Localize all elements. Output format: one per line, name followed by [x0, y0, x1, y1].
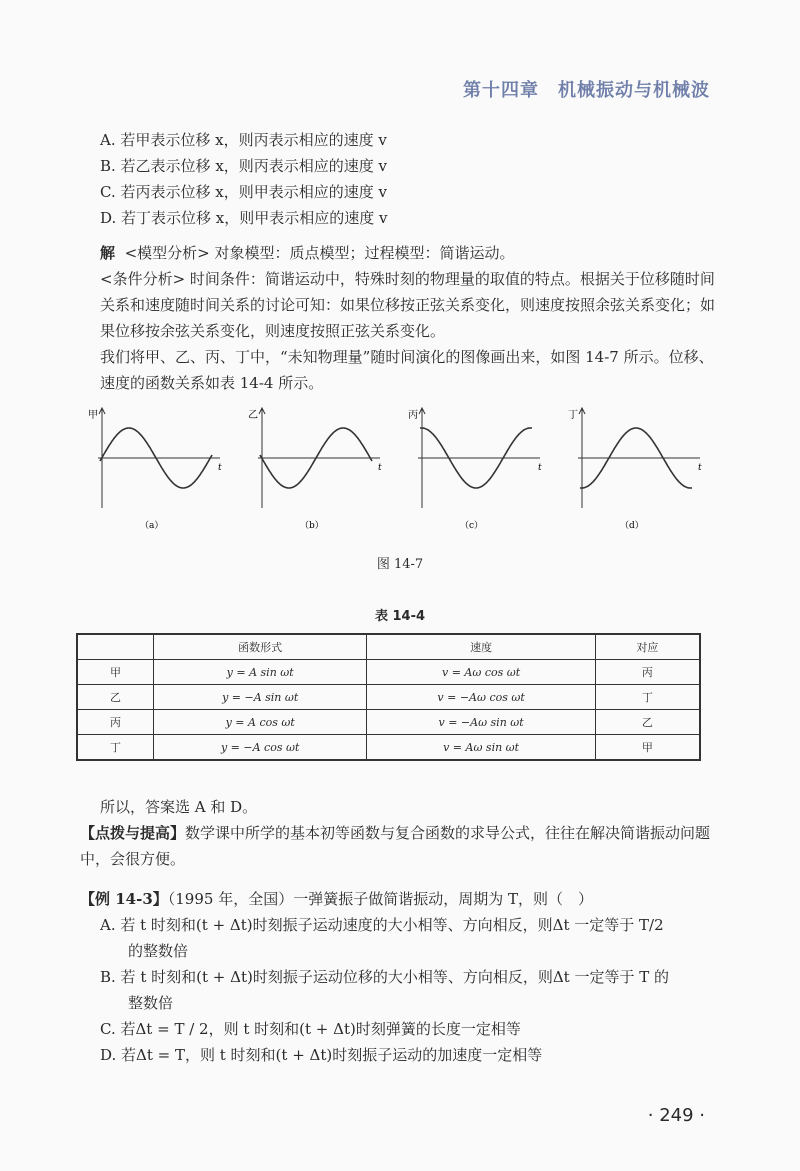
table-header-cell: 对应: [595, 634, 700, 660]
table-cell: 丁: [77, 735, 153, 761]
solution-draw: 我们将甲、乙、丙、丁中，“未知物理量”随时间演化的图像画出来，如图 14-7 所示。位移、速度的函数关系如表 14-4 所示。: [100, 348, 714, 392]
y-label: 丁: [568, 410, 578, 421]
table-header-cell: [77, 634, 153, 660]
y-label: 甲: [88, 410, 98, 421]
table-title: 表 14-4: [374, 609, 426, 624]
table-row: [77, 660, 700, 685]
example-option-a: A. 若 t 时刻和(t + Δt)时刻振子运动速度的大小相等、方向相反，则Δt 一定等于 T/2: [100, 916, 664, 934]
tip-text: 数学课中所学的基本初等函数与复合函数的求导公式，往往在解决简谐振动问题中，会很方便。: [80, 824, 711, 868]
table-row: [77, 685, 700, 710]
panel-sublabel: （c）: [460, 521, 484, 531]
answer-text: 所以，答案选 A 和 D。: [100, 798, 258, 816]
example-option-c: C. 若Δt = T / 2，则 t 时刻和(t + Δt)时刻弹簧的长度一定相等: [100, 1020, 521, 1038]
x-label: t: [378, 463, 382, 473]
table-cell: 丁: [595, 685, 700, 710]
table-cell: y = A cos ωt: [153, 710, 367, 735]
table-cell: 甲: [77, 660, 153, 685]
table-cell: 乙: [595, 710, 700, 735]
panel-sublabel: （d）: [620, 521, 644, 531]
x-label: t: [698, 463, 702, 473]
example-option-b: B. 若 t 时刻和(t + Δt)时刻振子运动位移的大小相等、方向相反，则Δt 一定等于 T 的: [100, 968, 669, 986]
example-option-d: D. 若Δt = T，则 t 时刻和(t + Δt)时刻振子运动的加速度一定相等: [100, 1046, 543, 1064]
table-cell: v = Aω cos ωt: [367, 660, 595, 685]
x-label: t: [218, 463, 222, 473]
function-table: [76, 633, 701, 761]
table-cell: y = −A sin ωt: [153, 685, 367, 710]
table-cell: 丙: [77, 710, 153, 735]
sine-figure: [80, 400, 720, 540]
chapter-title: 第十四章 机械振动与机械波: [463, 80, 710, 101]
option-d: D. 若丁表示位移 x，则甲表示相应的速度 v: [100, 209, 388, 227]
option-c: C. 若丙表示位移 x，则甲表示相应的速度 v: [100, 183, 387, 201]
table-cell: y = −A cos ωt: [153, 735, 367, 761]
panel-sublabel: （b）: [300, 521, 324, 531]
table-cell: v = Aω sin ωt: [367, 735, 595, 761]
wave-panel: [408, 408, 542, 531]
solution-model-text: <模型分析> 对象模型：质点模型；过程模型：简谐运动。: [124, 244, 515, 262]
example-option-a-cont: 的整数倍: [128, 942, 189, 960]
solution-condition: <条件分析> 时间条件：简谐运动中，特殊时刻的物理量的取值的特点。根据关于位移随时间关系和速度随时间关系的讨论可知：如果位移按正弦关系变化，则速度按照余弦关系变化；如果位移按余弦关系变化，则速度按照正弦关系变化。: [100, 270, 716, 340]
y-label: 丙: [408, 410, 418, 421]
option-a: A. 若甲表示位移 x，则丙表示相应的速度 v: [100, 131, 387, 149]
wave-panel: [88, 408, 222, 531]
table-header-row: [77, 634, 700, 660]
tip-lead: 【点拨与提高】: [80, 824, 186, 842]
table-cell: 丙: [595, 660, 700, 685]
table-cell: v = −Aω cos ωt: [367, 685, 595, 710]
table-cell: y = A sin ωt: [153, 660, 367, 685]
wave-panel: [568, 408, 702, 531]
y-label: 乙: [248, 410, 258, 421]
table-row: [77, 710, 700, 735]
example-stem-text: （1995 年，全国）一弹簧振子做简谐振动，周期为 T，则（ ）: [167, 890, 593, 908]
panel-sublabel: （a）: [140, 521, 164, 531]
wave-panel: [248, 408, 382, 531]
figure-caption: 图 14-7: [376, 557, 424, 572]
solution-lead: 解: [100, 244, 116, 262]
x-label: t: [538, 463, 542, 473]
option-b: B. 若乙表示位移 x，则丙表示相应的速度 v: [100, 157, 388, 175]
table-header-cell: 函数形式: [153, 634, 367, 660]
page-number: · 249 ·: [647, 1105, 705, 1126]
table-cell: 甲: [595, 735, 700, 761]
table-cell: v = −Aω sin ωt: [367, 710, 595, 735]
solution-model: [100, 240, 720, 266]
table-cell: 乙: [77, 685, 153, 710]
example-stem: [80, 886, 720, 912]
tip-paragraph: [80, 820, 720, 872]
table-header-cell: 速度: [367, 634, 595, 660]
example-lead: 【例 14-3】: [80, 890, 168, 908]
example-option-b-cont: 整数倍: [128, 994, 174, 1012]
table-row: [77, 735, 700, 761]
